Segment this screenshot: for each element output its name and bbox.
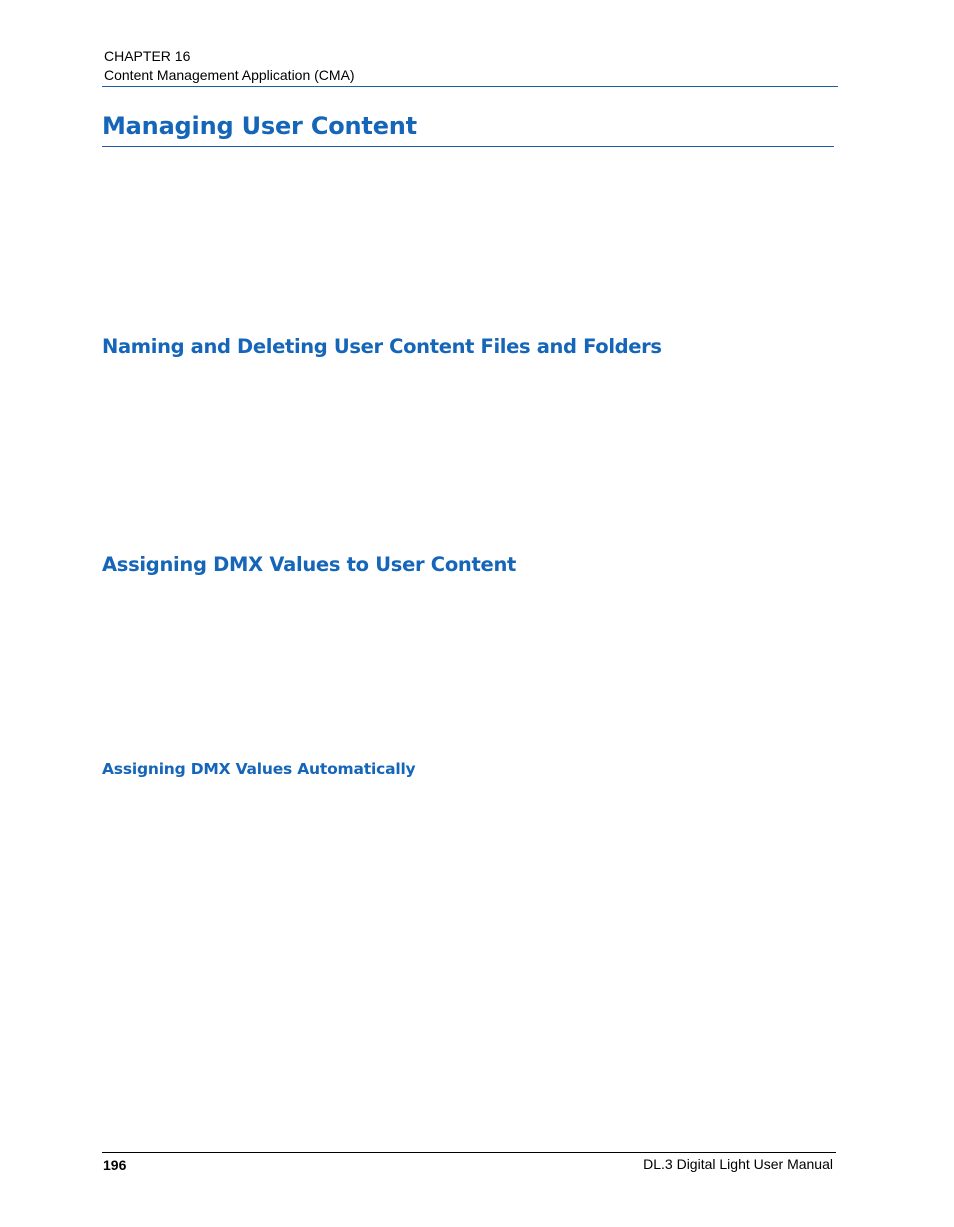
- chapter-subtitle: Content Management Application (CMA): [104, 67, 355, 83]
- section-heading-assigning-dmx: Assigning DMX Values to User Content: [102, 553, 517, 576]
- page-title: Managing User Content: [102, 112, 417, 140]
- section-heading-naming-deleting: Naming and Deleting User Content Files and Folders: [102, 335, 662, 358]
- manual-title: DL.3 Digital Light User Manual: [643, 1156, 833, 1172]
- page-number: 196: [103, 1157, 127, 1173]
- footer-divider: [102, 1152, 836, 1153]
- header-divider: [102, 86, 838, 87]
- subsection-heading-assigning-dmx-automatically: Assigning DMX Values Automatically: [102, 760, 416, 778]
- title-divider: [102, 146, 834, 147]
- chapter-label: CHAPTER 16: [104, 48, 191, 64]
